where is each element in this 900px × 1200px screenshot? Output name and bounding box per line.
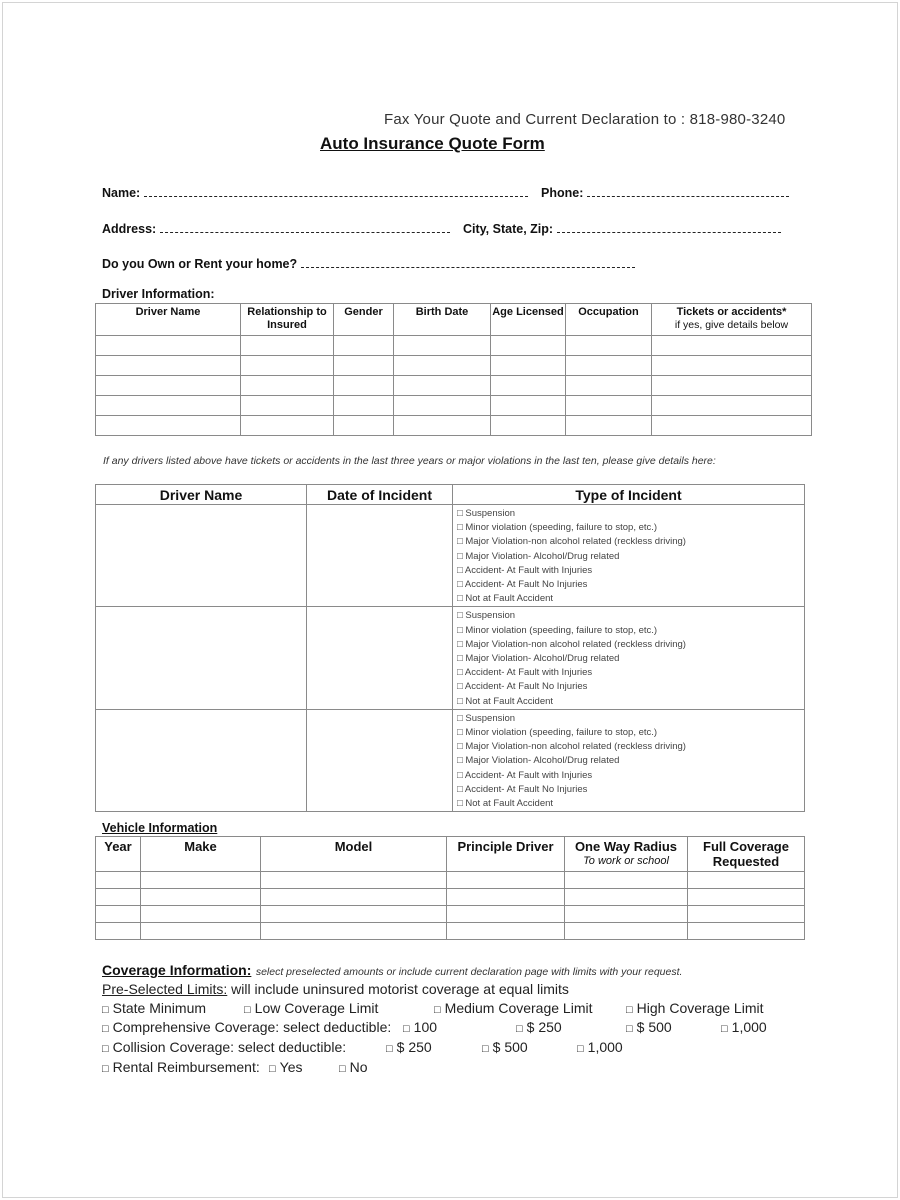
limit-state-minimum[interactable]: □ State Minimum bbox=[102, 1000, 207, 1016]
driver-info-heading: Driver Information: bbox=[102, 287, 215, 301]
table-row[interactable] bbox=[96, 336, 812, 356]
col-birth-date: Birth Date bbox=[394, 304, 491, 336]
option-fault-no-injuries[interactable]: □ Accident- At Fault No Injuries bbox=[457, 579, 588, 591]
option-fault-injuries[interactable]: □ Accident- At Fault with Injuries bbox=[457, 667, 593, 679]
preselected-label: Pre-Selected Limits: bbox=[102, 981, 228, 997]
col-tickets-sub: if yes, give details below bbox=[674, 319, 789, 331]
option-major-alcohol[interactable]: □ Major Violation- Alcohol/Drug related bbox=[457, 550, 620, 562]
option-fault-no-injuries[interactable]: □ Accident- At Fault No Injuries bbox=[457, 783, 588, 795]
page-title: Auto Insurance Quote Form bbox=[320, 134, 545, 153]
incident-options bbox=[453, 709, 805, 811]
option-major-non-alcohol[interactable]: □ Major Violation-non alcohol related (reckless driving) bbox=[457, 638, 686, 650]
option-minor-violation[interactable]: □ Minor violation (speeding, failure to stop, etc.) bbox=[457, 522, 658, 534]
table-row[interactable] bbox=[96, 356, 812, 376]
comprehensive-250[interactable]: □ $ 250 bbox=[516, 1019, 562, 1035]
col-tickets-label: Tickets or accidents* bbox=[676, 306, 787, 318]
table-row[interactable] bbox=[96, 709, 805, 811]
option-suspension[interactable]: □ Suspension bbox=[457, 712, 516, 724]
incident-options bbox=[453, 505, 805, 607]
col-incident-driver: Driver Name bbox=[96, 485, 307, 505]
col-age-licensed: Age Licensed bbox=[491, 304, 566, 336]
col-radius bbox=[565, 837, 688, 872]
col-radius-sub: To work or school bbox=[583, 855, 669, 867]
coverage-heading: Coverage Information: bbox=[102, 962, 252, 978]
option-major-alcohol[interactable]: □ Major Violation- Alcohol/Drug related bbox=[457, 653, 620, 665]
vehicle-info-heading: Vehicle Information bbox=[102, 821, 218, 835]
collision-1000[interactable]: □ 1,000 bbox=[577, 1039, 623, 1055]
col-incident-date: Date of Incident bbox=[307, 485, 453, 505]
table-row[interactable] bbox=[96, 872, 805, 889]
table-row[interactable] bbox=[96, 416, 812, 436]
driver-table bbox=[95, 303, 812, 436]
address-field[interactable] bbox=[160, 220, 450, 233]
preselected-line bbox=[102, 981, 569, 997]
comprehensive-label: Comprehensive Coverage: select deductible: bbox=[112, 1019, 392, 1035]
limit-medium[interactable]: □ Medium Coverage Limit bbox=[434, 1000, 593, 1016]
name-field[interactable] bbox=[144, 184, 528, 197]
collision-label: Collision Coverage: select deductible: bbox=[112, 1039, 347, 1055]
incident-note: If any drivers listed above have tickets or accidents in the last three years or major violations in the last ten, please give details here: bbox=[103, 455, 716, 467]
table-row[interactable] bbox=[96, 923, 805, 940]
col-gender: Gender bbox=[334, 304, 394, 336]
collision-500[interactable]: □ $ 500 bbox=[482, 1039, 528, 1055]
preselected-text: will include uninsured motorist coverage at equal limits bbox=[231, 981, 569, 997]
comprehensive-line: □ Comprehensive Coverage: select deductible: bbox=[102, 1019, 392, 1035]
option-not-at-fault[interactable]: □ Not at Fault Accident bbox=[457, 695, 554, 707]
col-driver-name: Driver Name bbox=[96, 304, 241, 336]
phone-label: Phone: bbox=[541, 184, 789, 200]
table-row[interactable] bbox=[96, 505, 805, 607]
option-not-at-fault[interactable]: □ Not at Fault Accident bbox=[457, 798, 554, 810]
coverage-note: select preselected amounts or include current declaration page with limits with your request. bbox=[255, 966, 683, 978]
rental-line: □ Rental Reimbursement: bbox=[102, 1059, 260, 1075]
rental-yes[interactable]: □ Yes bbox=[269, 1059, 303, 1075]
coverage-heading-line bbox=[102, 962, 682, 980]
city-state-zip-field[interactable] bbox=[557, 220, 781, 233]
limit-high[interactable]: □ High Coverage Limit bbox=[626, 1000, 764, 1016]
col-incident-type: Type of Incident bbox=[453, 485, 805, 505]
phone-field[interactable] bbox=[587, 184, 789, 197]
table-row[interactable] bbox=[96, 906, 805, 923]
name-label: Name: bbox=[102, 184, 528, 200]
col-full-coverage: Full Coverage Requested bbox=[688, 837, 805, 872]
comprehensive-500[interactable]: □ $ 500 bbox=[626, 1019, 672, 1035]
col-tickets bbox=[652, 304, 812, 336]
option-fault-injuries[interactable]: □ Accident- At Fault with Injuries bbox=[457, 769, 593, 781]
rental-no[interactable]: □ No bbox=[339, 1059, 368, 1075]
collision-250[interactable]: □ $ 250 bbox=[386, 1039, 432, 1055]
col-relationship: Relationship to Insured bbox=[241, 304, 334, 336]
option-major-non-alcohol[interactable]: □ Major Violation-non alcohol related (reckless driving) bbox=[457, 536, 686, 548]
table-row[interactable] bbox=[96, 396, 812, 416]
col-year: Year bbox=[96, 837, 141, 872]
address-label: Address: bbox=[102, 220, 450, 236]
option-suspension[interactable]: □ Suspension bbox=[457, 610, 516, 622]
option-suspension[interactable]: □ Suspension bbox=[457, 508, 516, 519]
table-row[interactable] bbox=[96, 607, 805, 709]
own-rent-field[interactable] bbox=[301, 255, 635, 268]
incident-table bbox=[95, 484, 805, 812]
option-not-at-fault[interactable]: □ Not at Fault Accident bbox=[457, 593, 554, 605]
collision-line: □ Collision Coverage: select deductible: bbox=[102, 1039, 347, 1055]
col-model: Model bbox=[261, 837, 447, 872]
rental-label: Rental Reimbursement: bbox=[112, 1059, 260, 1075]
fax-instruction: Fax Your Quote and Current Declaration to : 818-980-3240 bbox=[384, 111, 786, 128]
col-occupation: Occupation bbox=[566, 304, 652, 336]
incident-options bbox=[453, 607, 805, 709]
option-minor-violation[interactable]: □ Minor violation (speeding, failure to stop, etc.) bbox=[457, 624, 658, 636]
col-radius-label: One Way Radius bbox=[574, 839, 678, 854]
option-fault-injuries[interactable]: □ Accident- At Fault with Injuries bbox=[457, 564, 593, 576]
option-major-alcohol[interactable]: □ Major Violation- Alcohol/Drug related bbox=[457, 755, 620, 767]
option-fault-no-injuries[interactable]: □ Accident- At Fault No Injuries bbox=[457, 681, 588, 693]
vehicle-table bbox=[95, 836, 805, 940]
city-state-zip-label: City, State, Zip: bbox=[463, 220, 781, 236]
own-rent-label: Do you Own or Rent your home? bbox=[102, 255, 635, 271]
comprehensive-1000[interactable]: □ 1,000 bbox=[721, 1019, 767, 1035]
col-principle-driver: Principle Driver bbox=[447, 837, 565, 872]
limit-low[interactable]: □ Low Coverage Limit bbox=[244, 1000, 379, 1016]
table-row[interactable] bbox=[96, 889, 805, 906]
option-major-non-alcohol[interactable]: □ Major Violation-non alcohol related (reckless driving) bbox=[457, 741, 686, 753]
col-make: Make bbox=[141, 837, 261, 872]
option-minor-violation[interactable]: □ Minor violation (speeding, failure to stop, etc.) bbox=[457, 727, 658, 739]
table-row[interactable] bbox=[96, 376, 812, 396]
comprehensive-100[interactable]: □ 100 bbox=[403, 1019, 438, 1035]
